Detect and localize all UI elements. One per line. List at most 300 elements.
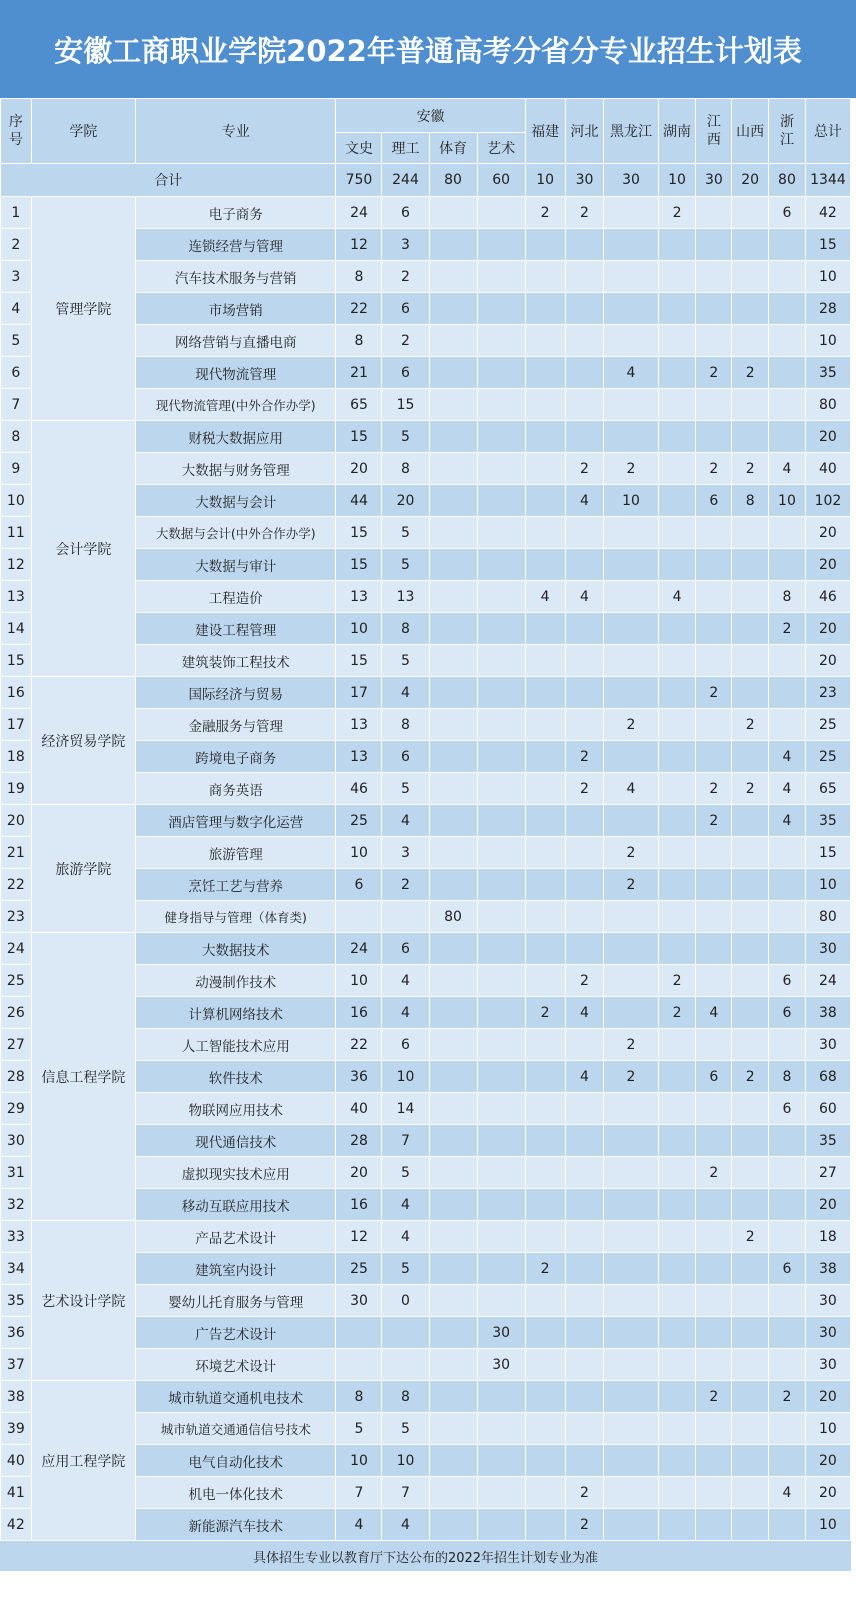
quota-cell: 102 — [805, 485, 850, 517]
quota-cell — [477, 741, 525, 773]
quota-cell — [565, 1189, 604, 1221]
quota-cell — [525, 389, 565, 421]
quota-cell — [429, 197, 477, 229]
quota-cell: 15 — [336, 549, 382, 581]
quota-cell — [696, 1349, 732, 1381]
total-value: 80 — [429, 164, 477, 197]
header-province: 湖南 — [658, 99, 696, 164]
quota-cell: 6 — [382, 933, 429, 965]
major-name: 计算机网络技术 — [136, 997, 336, 1029]
total-value: 750 — [336, 164, 382, 197]
quota-cell — [732, 741, 769, 773]
quota-cell — [732, 1125, 769, 1157]
quota-cell — [604, 261, 658, 293]
quota-cell — [477, 197, 525, 229]
row-number: 8 — [1, 421, 32, 453]
row-number: 25 — [1, 965, 32, 997]
quota-cell — [525, 1157, 565, 1189]
quota-cell: 2 — [658, 997, 696, 1029]
quota-cell: 2 — [696, 453, 732, 485]
row-number: 1 — [1, 197, 32, 229]
quota-cell — [658, 709, 696, 741]
total-value: 80 — [769, 164, 806, 197]
quota-cell — [565, 645, 604, 677]
quota-cell — [429, 453, 477, 485]
quota-cell — [732, 869, 769, 901]
quota-cell: 2 — [604, 1029, 658, 1061]
quota-cell — [769, 421, 806, 453]
quota-cell — [604, 1413, 658, 1445]
major-name: 城市轨道交通机电技术 — [136, 1381, 336, 1413]
quota-cell: 6 — [382, 357, 429, 389]
quota-cell: 20 — [805, 1189, 850, 1221]
quota-cell: 5 — [382, 549, 429, 581]
major-name: 健身指导与管理（体育类) — [136, 901, 336, 933]
quota-cell: 16 — [336, 997, 382, 1029]
quota-cell — [477, 1477, 525, 1509]
quota-cell: 7 — [336, 1477, 382, 1509]
quota-cell — [769, 709, 806, 741]
quota-cell — [658, 389, 696, 421]
quota-cell — [732, 645, 769, 677]
quota-cell — [696, 613, 732, 645]
quota-cell — [565, 1285, 604, 1317]
total-value: 1344 — [805, 164, 850, 197]
row-number: 22 — [1, 869, 32, 901]
quota-cell — [429, 389, 477, 421]
quota-cell — [658, 1125, 696, 1157]
quota-cell — [477, 261, 525, 293]
quota-cell — [696, 421, 732, 453]
quota-cell — [658, 645, 696, 677]
quota-cell: 38 — [805, 997, 850, 1029]
quota-cell: 24 — [336, 933, 382, 965]
footer-note: 具体招生专业以教育厅下达公布的2022年招生计划专业为准 — [0, 1541, 851, 1571]
total-value: 20 — [732, 164, 769, 197]
quota-cell: 21 — [336, 357, 382, 389]
quota-cell: 4 — [565, 485, 604, 517]
quota-cell: 16 — [336, 1189, 382, 1221]
major-name: 旅游管理 — [136, 837, 336, 869]
major-name: 环境艺术设计 — [136, 1349, 336, 1381]
quota-cell: 20 — [805, 1381, 850, 1413]
quota-cell — [565, 1381, 604, 1413]
header-anhui-sub: 文史 — [336, 133, 382, 164]
quota-cell — [525, 421, 565, 453]
total-value: 60 — [477, 164, 525, 197]
quota-cell — [429, 1189, 477, 1221]
quota-cell: 30 — [477, 1317, 525, 1349]
quota-cell: 2 — [658, 197, 696, 229]
quota-cell — [732, 389, 769, 421]
quota-cell: 4 — [658, 581, 696, 613]
quota-cell — [658, 933, 696, 965]
quota-cell — [732, 1413, 769, 1445]
quota-cell: 2 — [658, 965, 696, 997]
row-number: 21 — [1, 837, 32, 869]
row-number: 36 — [1, 1317, 32, 1349]
total-value: 244 — [382, 164, 429, 197]
header-province: 河北 — [565, 99, 604, 164]
quota-cell — [732, 1285, 769, 1317]
quota-cell: 4 — [525, 581, 565, 613]
quota-cell — [565, 1413, 604, 1445]
quota-cell: 30 — [805, 1317, 850, 1349]
major-name: 现代物流管理(中外合作办学) — [136, 389, 336, 421]
quota-cell: 3 — [382, 229, 429, 261]
major-name: 连锁经营与管理 — [136, 229, 336, 261]
quota-cell: 2 — [565, 773, 604, 805]
quota-cell: 2 — [732, 1061, 769, 1093]
college-name: 信息工程学院 — [31, 933, 135, 1221]
row-number: 31 — [1, 1157, 32, 1189]
quota-cell — [525, 677, 565, 709]
total-value: 30 — [604, 164, 658, 197]
quota-cell: 7 — [382, 1125, 429, 1157]
quota-cell: 2 — [525, 197, 565, 229]
quota-cell — [525, 1061, 565, 1093]
quota-cell — [429, 741, 477, 773]
quota-cell — [732, 1509, 769, 1541]
quota-cell: 15 — [805, 837, 850, 869]
quota-cell — [658, 453, 696, 485]
quota-cell — [769, 869, 806, 901]
quota-cell — [732, 613, 769, 645]
quota-cell — [525, 901, 565, 933]
row-number: 23 — [1, 901, 32, 933]
quota-cell: 60 — [805, 1093, 850, 1125]
major-name: 跨境电子商务 — [136, 741, 336, 773]
quota-cell — [769, 549, 806, 581]
quota-cell: 2 — [565, 1477, 604, 1509]
quota-cell — [525, 773, 565, 805]
table-row — [1, 197, 851, 229]
quota-cell: 2 — [382, 869, 429, 901]
quota-cell: 2 — [696, 1381, 732, 1413]
quota-cell — [565, 1125, 604, 1157]
header-province: 浙江 — [769, 99, 806, 164]
total-value: 10 — [658, 164, 696, 197]
quota-cell: 38 — [805, 1253, 850, 1285]
quota-cell: 10 — [382, 1061, 429, 1093]
quota-cell — [525, 933, 565, 965]
quota-cell — [732, 1189, 769, 1221]
table-row — [1, 933, 851, 965]
quota-cell: 18 — [805, 1221, 850, 1253]
quota-cell — [696, 293, 732, 325]
quota-cell — [477, 581, 525, 613]
quota-cell — [429, 357, 477, 389]
quota-cell — [696, 1509, 732, 1541]
quota-cell: 4 — [382, 1221, 429, 1253]
quota-cell — [429, 1285, 477, 1317]
quota-cell — [769, 293, 806, 325]
quota-cell — [429, 645, 477, 677]
quota-cell — [477, 933, 525, 965]
quota-cell: 10 — [769, 485, 806, 517]
quota-cell — [429, 1125, 477, 1157]
quota-cell — [429, 965, 477, 997]
quota-cell — [658, 837, 696, 869]
quota-cell — [604, 741, 658, 773]
quota-cell — [658, 1221, 696, 1253]
quota-cell — [565, 805, 604, 837]
header-province: 江西 — [696, 99, 732, 164]
quota-cell — [658, 325, 696, 357]
quota-cell: 4 — [382, 677, 429, 709]
major-name: 电子商务 — [136, 197, 336, 229]
quota-cell — [732, 1349, 769, 1381]
row-number: 42 — [1, 1509, 32, 1541]
quota-cell — [769, 1349, 806, 1381]
major-name: 大数据与审计 — [136, 549, 336, 581]
quota-cell — [429, 1349, 477, 1381]
quota-cell: 35 — [805, 1125, 850, 1157]
quota-cell — [604, 965, 658, 997]
quota-cell: 2 — [565, 965, 604, 997]
quota-cell — [604, 1093, 658, 1125]
quota-cell — [429, 1413, 477, 1445]
quota-cell — [732, 197, 769, 229]
row-number: 34 — [1, 1253, 32, 1285]
quota-cell: 3 — [382, 837, 429, 869]
quota-cell: 5 — [382, 1253, 429, 1285]
major-name: 物联网应用技术 — [136, 1093, 336, 1125]
quota-cell: 6 — [382, 1029, 429, 1061]
quota-cell: 6 — [769, 1253, 806, 1285]
college-name: 应用工程学院 — [31, 1381, 135, 1541]
quota-cell: 20 — [805, 1477, 850, 1509]
header-anhui-sub: 艺术 — [477, 133, 525, 164]
major-name: 市场营销 — [136, 293, 336, 325]
major-name: 动漫制作技术 — [136, 965, 336, 997]
major-name: 虚拟现实技术应用 — [136, 1157, 336, 1189]
quota-cell — [525, 485, 565, 517]
quota-cell: 6 — [769, 965, 806, 997]
quota-cell: 10 — [336, 965, 382, 997]
quota-cell — [658, 741, 696, 773]
quota-cell: 25 — [336, 1253, 382, 1285]
quota-cell — [604, 197, 658, 229]
quota-cell — [477, 613, 525, 645]
quota-cell — [658, 1477, 696, 1509]
quota-cell: 20 — [805, 613, 850, 645]
row-number: 18 — [1, 741, 32, 773]
quota-cell: 30 — [805, 1029, 850, 1061]
quota-cell — [525, 1413, 565, 1445]
row-number: 14 — [1, 613, 32, 645]
quota-cell — [696, 389, 732, 421]
quota-cell — [769, 1125, 806, 1157]
quota-cell: 13 — [336, 709, 382, 741]
quota-cell — [565, 357, 604, 389]
quota-cell — [477, 837, 525, 869]
quota-cell — [429, 549, 477, 581]
quota-cell — [658, 485, 696, 517]
quota-cell — [658, 1189, 696, 1221]
major-name: 建筑室内设计 — [136, 1253, 336, 1285]
quota-cell — [658, 1413, 696, 1445]
quota-cell — [696, 741, 732, 773]
quota-cell: 2 — [696, 773, 732, 805]
major-name: 商务英语 — [136, 773, 336, 805]
quota-cell — [477, 293, 525, 325]
quota-cell — [658, 229, 696, 261]
quota-cell — [658, 421, 696, 453]
college-name: 旅游学院 — [31, 805, 135, 933]
quota-cell — [696, 1413, 732, 1445]
quota-cell — [604, 549, 658, 581]
quota-cell — [477, 1445, 525, 1477]
header-seq: 序号 — [1, 99, 32, 164]
quota-cell — [565, 677, 604, 709]
quota-cell — [604, 1317, 658, 1349]
quota-cell — [658, 901, 696, 933]
major-name: 新能源汽车技术 — [136, 1509, 336, 1541]
quota-cell — [604, 805, 658, 837]
table-row — [1, 1221, 851, 1253]
quota-cell — [696, 581, 732, 613]
quota-cell: 12 — [336, 229, 382, 261]
quota-cell — [429, 1157, 477, 1189]
quota-cell: 4 — [382, 805, 429, 837]
quota-cell — [658, 773, 696, 805]
quota-cell: 20 — [805, 421, 850, 453]
quota-cell — [477, 1253, 525, 1285]
quota-cell — [477, 229, 525, 261]
quota-cell: 36 — [336, 1061, 382, 1093]
quota-cell — [604, 421, 658, 453]
quota-cell — [604, 677, 658, 709]
quota-cell — [769, 261, 806, 293]
header-major: 专业 — [136, 99, 336, 164]
quota-cell — [525, 805, 565, 837]
quota-cell — [429, 933, 477, 965]
row-number: 12 — [1, 549, 32, 581]
quota-cell — [769, 645, 806, 677]
quota-cell: 6 — [769, 997, 806, 1029]
quota-cell: 2 — [604, 453, 658, 485]
quota-cell — [477, 389, 525, 421]
quota-cell — [429, 837, 477, 869]
quota-cell — [525, 261, 565, 293]
quota-cell — [604, 1157, 658, 1189]
quota-cell — [732, 1253, 769, 1285]
quota-cell: 13 — [336, 741, 382, 773]
quota-cell — [565, 933, 604, 965]
quota-cell — [696, 1125, 732, 1157]
quota-cell: 2 — [604, 869, 658, 901]
quota-cell: 2 — [696, 677, 732, 709]
quota-cell — [696, 1029, 732, 1061]
quota-cell — [429, 1509, 477, 1541]
header-total: 总计 — [805, 99, 850, 164]
quota-cell: 4 — [696, 997, 732, 1029]
row-number: 33 — [1, 1221, 32, 1253]
quota-cell: 10 — [336, 837, 382, 869]
quota-cell: 4 — [769, 741, 806, 773]
quota-cell — [382, 901, 429, 933]
quota-cell: 30 — [805, 933, 850, 965]
quota-cell: 15 — [805, 229, 850, 261]
table-row — [1, 805, 851, 837]
quota-cell — [477, 773, 525, 805]
row-number: 16 — [1, 677, 32, 709]
header-province: 黑龙江 — [604, 99, 658, 164]
quota-cell — [477, 805, 525, 837]
quota-cell — [769, 389, 806, 421]
major-name: 财税大数据应用 — [136, 421, 336, 453]
quota-cell — [429, 1317, 477, 1349]
major-name: 大数据与会计 — [136, 485, 336, 517]
quota-cell: 4 — [336, 1509, 382, 1541]
quota-cell: 8 — [382, 1381, 429, 1413]
quota-cell — [565, 837, 604, 869]
quota-cell: 2 — [565, 741, 604, 773]
quota-cell: 4 — [769, 1477, 806, 1509]
quota-cell: 2 — [604, 837, 658, 869]
row-number: 29 — [1, 1093, 32, 1125]
quota-cell — [525, 645, 565, 677]
quota-cell: 6 — [382, 197, 429, 229]
row-number: 28 — [1, 1061, 32, 1093]
quota-cell: 44 — [336, 485, 382, 517]
row-number: 24 — [1, 933, 32, 965]
quota-cell — [604, 325, 658, 357]
quota-cell — [429, 1029, 477, 1061]
major-name: 烹饪工艺与营养 — [136, 869, 336, 901]
major-name: 建筑装饰工程技术 — [136, 645, 336, 677]
quota-cell — [477, 901, 525, 933]
major-name: 产品艺术设计 — [136, 1221, 336, 1253]
major-name: 现代通信技术 — [136, 1125, 336, 1157]
quota-cell: 80 — [805, 901, 850, 933]
quota-cell — [732, 421, 769, 453]
quota-cell — [696, 549, 732, 581]
quota-cell — [429, 869, 477, 901]
quota-cell: 15 — [336, 645, 382, 677]
row-number: 15 — [1, 645, 32, 677]
quota-cell: 8 — [336, 1381, 382, 1413]
quota-cell — [429, 997, 477, 1029]
quota-cell: 2 — [696, 805, 732, 837]
quota-cell — [769, 1221, 806, 1253]
quota-cell — [525, 1285, 565, 1317]
quota-cell — [658, 1285, 696, 1317]
quota-cell — [477, 1413, 525, 1445]
quota-cell — [336, 1317, 382, 1349]
quota-cell: 6 — [336, 869, 382, 901]
quota-cell — [429, 261, 477, 293]
row-number: 5 — [1, 325, 32, 357]
major-name: 软件技术 — [136, 1061, 336, 1093]
quota-cell: 30 — [805, 1285, 850, 1317]
quota-cell — [477, 1093, 525, 1125]
quota-cell: 20 — [805, 645, 850, 677]
quota-cell — [696, 837, 732, 869]
quota-cell: 0 — [382, 1285, 429, 1317]
quota-cell — [477, 517, 525, 549]
quota-cell — [429, 773, 477, 805]
quota-cell — [525, 517, 565, 549]
quota-cell — [525, 741, 565, 773]
quota-cell — [604, 1253, 658, 1285]
quota-cell: 42 — [805, 197, 850, 229]
quota-cell — [696, 1285, 732, 1317]
quota-cell: 20 — [805, 549, 850, 581]
quota-cell — [658, 549, 696, 581]
quota-cell — [658, 869, 696, 901]
